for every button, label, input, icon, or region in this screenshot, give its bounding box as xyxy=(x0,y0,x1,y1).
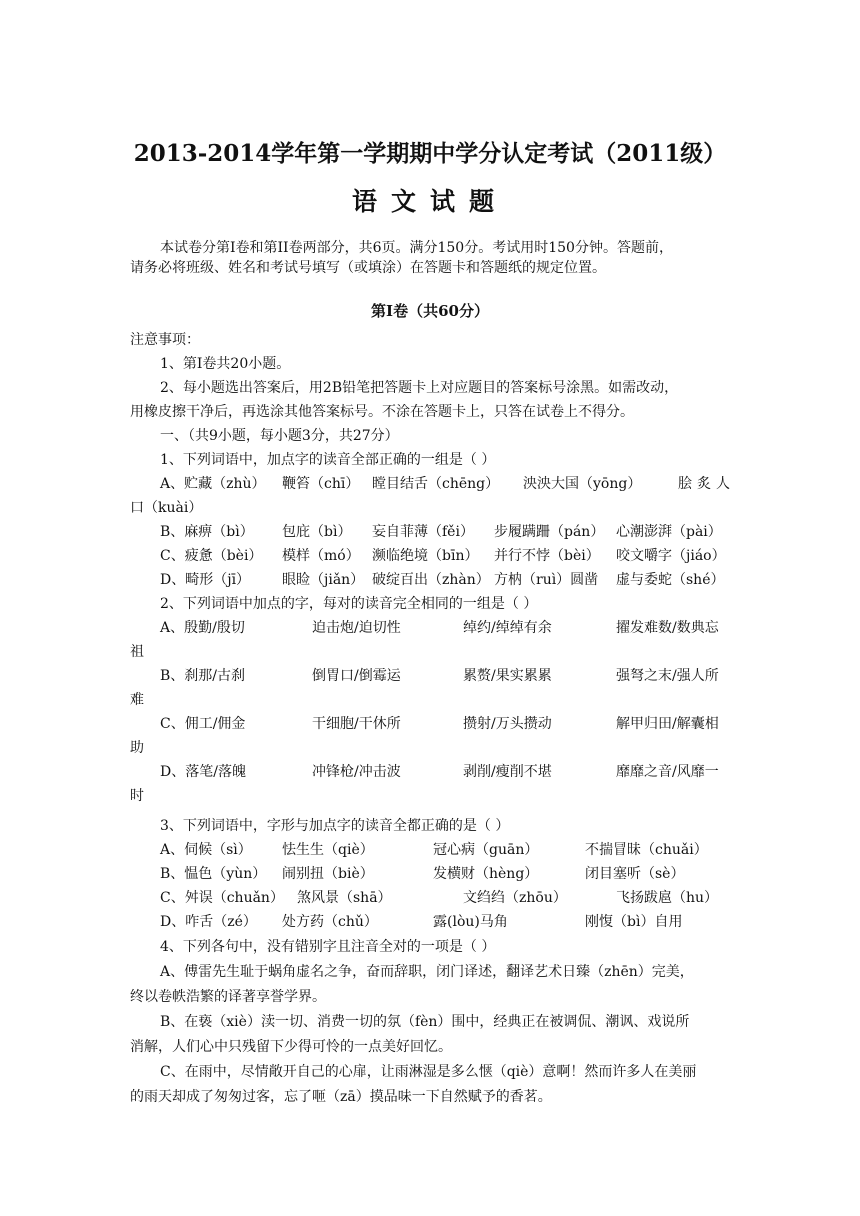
q1-option-c-cell: C、疲惫（bèi） xyxy=(160,548,263,564)
q1-option-b-cell: B、麻痹（bì） xyxy=(160,524,254,540)
q3-option-a-cell: 怯生生（qiè） xyxy=(282,842,374,858)
q3-option-b-cell: B、愠色（yùn） xyxy=(160,866,267,882)
q1-option-b-cell: 心潮澎湃（pài） xyxy=(616,524,722,540)
q4-stem: 4、下列各句中，没有错别字且注音全对的一项是（ ） xyxy=(160,939,496,955)
q1-option-c-cell: 并行不悖（bèi） xyxy=(494,548,600,564)
q3-option-b-cell: 闹别扭（biè） xyxy=(282,866,374,882)
q2-option-a-cell: 擢发难数/数典忘 xyxy=(616,620,719,636)
q3-option-b-cell: 发横财（hèng） xyxy=(433,866,539,882)
intro-line-2: 请务必将班级、姓名和考试号填写（或填涂）在答题卡和答题纸的规定位置。 xyxy=(130,260,606,276)
q2-option-a-cell: A、殷勤/殷切 xyxy=(160,620,245,636)
q3-option-a-cell: A、伺候（sì） xyxy=(160,842,252,858)
q1-option-b-cell: 步履蹒跚（pán） xyxy=(494,524,605,540)
q2-option-b-cell: B、刹那/古刹 xyxy=(160,668,246,684)
q1-option-d-cell: 破绽百出（zhàn） xyxy=(372,572,490,588)
q2-stem: 2、下列词语中加点的字，每对的读音完全相同的一组是（ ） xyxy=(160,596,538,612)
exam-title: 2013-2014学年第一学期期中学分认定考试（2011级） xyxy=(133,140,727,167)
q1-option-a-cell: 泱泱大国（yōng） xyxy=(523,476,642,492)
q4-option-c-line-2: 的雨天却成了匆匆过客，忘了咂（zā）摸品味一下自然赋予的香茗。 xyxy=(130,1089,552,1105)
q3-option-d-cell: D、咋舌（zé） xyxy=(160,914,257,930)
q3-option-c-cell: 煞风景（shā） xyxy=(297,890,392,906)
q1-option-d-cell: 方枘（ruì）圆凿 xyxy=(494,572,599,588)
notes-label: 注意事项： xyxy=(130,332,200,348)
q2-option-c-cell: C、佣工/佣金 xyxy=(160,716,246,732)
q2-option-c-cell: 干细胞/干休所 xyxy=(312,716,401,732)
q3-option-d-cell: 处方药（chǔ） xyxy=(282,914,378,930)
note-2-line-2: 用橡皮擦干净后，再选涂其他答案标号。不涂在答题卡上，只答在试卷上不得分。 xyxy=(130,404,634,420)
q3-option-b-cell: 闭目塞听（sè） xyxy=(585,866,685,882)
q2-option-b-cell: 强弩之末/强人所 xyxy=(616,668,719,684)
q1-stem: 1、下列词语中，加点字的读音全部正确的一组是（ ） xyxy=(160,452,496,468)
q1-option-d-cell: 虚与委蛇（shé） xyxy=(616,572,725,588)
q2-option-b-wrap: 难 xyxy=(130,692,144,708)
q4-option-a-line-2: 终以卷帙浩繁的译著享誉学界。 xyxy=(130,989,326,1005)
q1-option-c-cell: 咬文嚼字（jiáo） xyxy=(616,548,726,564)
q2-option-c-cell: 解甲归田/解囊相 xyxy=(616,716,719,732)
q2-option-a-wrap: 祖 xyxy=(130,644,144,660)
q4-option-c-line-1: C、在雨中，尽情敞开自己的心扉，让雨淋湿是多么惬（qiè）意啊！然而许多人在美丽 xyxy=(160,1064,697,1080)
q2-option-a-cell: 绰约/绰绰有余 xyxy=(463,620,552,636)
q3-option-d-cell: 露(lòu)马角 xyxy=(433,914,508,930)
q2-option-d-cell: D、落笔/落魄 xyxy=(160,764,246,780)
q1-option-c-cell: 濒临绝境（bīn） xyxy=(372,548,479,564)
q2-option-d-wrap: 时 xyxy=(130,788,144,804)
q3-option-c-cell: C、舛误（chuǎn） xyxy=(160,890,284,906)
q3-option-d-cell: 刚愎（bì）自用 xyxy=(585,914,683,930)
q1-option-a-cell: 瞠目结舌（chēng） xyxy=(372,476,500,492)
q2-option-b-cell: 倒胃口/倒霉运 xyxy=(312,668,401,684)
q1-option-c-cell: 模样（mó） xyxy=(282,548,360,564)
q2-option-d-cell: 剥削/瘦削不堪 xyxy=(463,764,552,780)
note-2-line-1: 2、每小题选出答案后，用2B铅笔把答题卡上对应题目的答案标号涂黑。如需改动， xyxy=(160,380,679,396)
q2-option-b-cell: 累赘/果实累累 xyxy=(463,668,552,684)
q1-option-a-cell: 脍炙人 xyxy=(678,476,735,492)
section-1-heading: 一、（共9小题，每小题3分，共27分） xyxy=(160,428,399,444)
q2-option-d-cell: 冲锋枪/冲击波 xyxy=(312,764,401,780)
q1-option-a-cell: 鞭笞（chī） xyxy=(282,476,360,492)
q3-option-c-cell: 文绉绉（zhōu） xyxy=(463,890,567,906)
note-1: 1、第I卷共20小题。 xyxy=(160,356,291,372)
intro-line-1: 本试卷分第I卷和第II卷两部分，共6页。满分150分。考试用时150分钟。答题前， xyxy=(160,240,673,256)
q3-option-a-cell: 不揣冒昧（chuǎi） xyxy=(585,842,708,858)
q2-option-a-cell: 迫击炮/迫切性 xyxy=(312,620,401,636)
q1-option-a-cell: A、贮藏（zhù） xyxy=(160,476,266,492)
q1-option-d-cell: D、畸形（jī） xyxy=(160,572,251,588)
q1-option-a-wrap: 口（kuài） xyxy=(130,500,203,516)
q2-option-c-wrap: 助 xyxy=(130,740,144,756)
q4-option-a-line-1: A、傅雷先生耻于蜗角虚名之争，奋而辞职，闭门译述，翻译艺术日臻（zhēn）完美， xyxy=(160,964,694,980)
q1-option-d-cell: 眼睑（jiǎn） xyxy=(282,572,365,588)
q4-option-b-line-1: B、在亵（xiè）渎一切、消费一切的氛（fèn）围中，经典正在被调侃、潮讽、戏说所 xyxy=(160,1014,690,1030)
part1-heading: 第Ⅰ卷（共60分） xyxy=(371,302,489,320)
q2-option-c-cell: 攒射/万头攒动 xyxy=(463,716,552,732)
q2-option-d-cell: 靡靡之音/风靡一 xyxy=(616,764,719,780)
q3-option-c-cell: 飞扬跋扈（hu） xyxy=(616,890,719,906)
exam-subtitle: 语文试题 xyxy=(351,187,508,216)
q4-option-b-line-2: 消解，人们心中只残留下少得可怜的一点美好回忆。 xyxy=(130,1039,452,1055)
q1-option-b-cell: 妄自菲薄（fěi） xyxy=(372,524,474,540)
q1-option-b-cell: 包庇（bì） xyxy=(282,524,352,540)
q3-stem: 3、下列词语中，字形与加点字的读音全都正确的是（ ） xyxy=(160,818,510,834)
q3-option-a-cell: 冠心病（guān） xyxy=(433,842,539,858)
